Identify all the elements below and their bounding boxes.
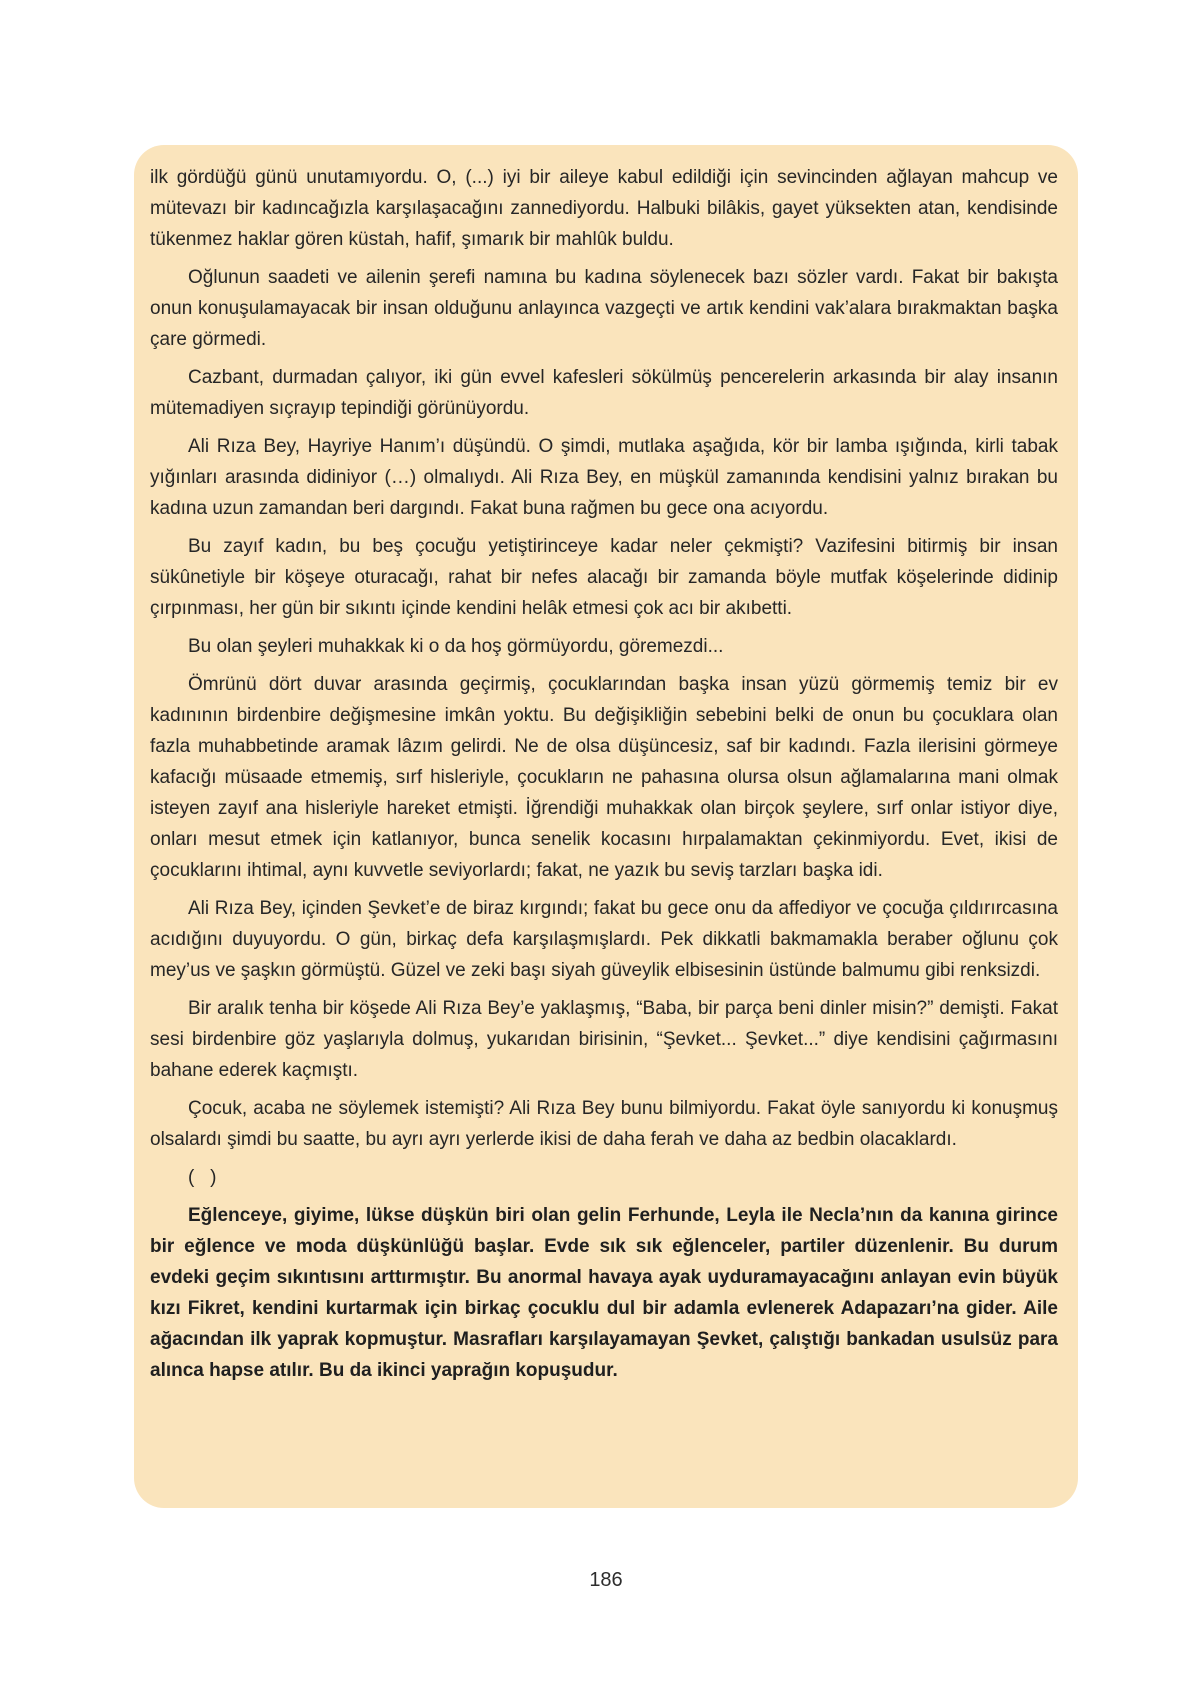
ellipsis-placeholder: ( ) <box>188 1167 217 1188</box>
excerpt-paragraph: Bu zayıf kadın, bu beş çocuğu yetiştirinceye kadar neler çekmişti? Vazifesini bitirmiş bir insan sükûnetiyle bir köşeye oturacağı, rahat bir nefes alacağı bir zamanda böyle mutfak köşelerinde didinip çırpınması, her gün bir sıkıntı içinde kendini helâk etmesi çok acı bir akıbetti. <box>150 536 1058 619</box>
plot-summary-paragraph: Eğlenceye, giyime, lükse düşkün biri olan gelin Ferhunde, Leyla ile Necla’nın da kanına girince bir eğlence ve moda düşkünlüğü başlar. Evde sık sık eğlenceler, partiler düzenlenir. Bu durum evdeki geçim sıkıntısını arttırmıştır. Bu anormal havaya ayak uyduramayacağını anlayan evin büyük kızı Fikret, kendini kurtarmak için birkaç çocuklu dul bir adamla evlenerek Adapazarı’na gider. Aile ağacından ilk yaprak kopmuştur. Masrafları karşılayamayan Şevket, çalıştığı bankadan usulsüz para alınca hapse atılır. Bu da ikinci yaprağın kopuşudur. <box>150 1205 1058 1381</box>
excerpt-paragraph: ilk gördüğü günü unutamıyordu. O, (...) iyi bir aileye kabul edildiği için sevincinden ağlayan mahcup ve mütevazı bir kadıncağızla karşılaşacağını zannediyordu. Halbuki bilâkis, gayet yüksekten atan, kendisinde tükenmez haklar gören küstah, hafif, şımarık bir mahlûk buldu. <box>150 167 1058 250</box>
excerpt-paragraph: Cazbant, durmadan çalıyor, iki gün evvel kafesleri sökülmüş pencerelerin arkasında bir alay insanın mütemadiyen sıçrayıp tepindiği görünüyordu. <box>150 367 1058 419</box>
excerpt-paragraph: Bu olan şeyleri muhakkak ki o da hoş görmüyordu, göremezdi... <box>188 636 724 657</box>
excerpt-paragraph: Ali Rıza Bey, içinden Şevket’e de biraz kırgındı; fakat bu gece onu da affediyor ve çocuğa çıldırırcasına acıdığını duyuyordu. O gün, birkaç defa karşılaşmışlardı. Pek dikkatli bakmamakla beraber oğlunu çok mey’us ve şaşkın görmüştü. Güzel ve zeki başı siyah güveylik elbisesinin üstünde balmumu gibi renksizdi. <box>150 898 1058 981</box>
excerpt-paragraph: Çocuk, acaba ne söylemek istemişti? Ali Rıza Bey bunu bilmiyordu. Fakat öyle sanıyordu ki konuşmuş olsalardı şimdi bu saatte, bu ayrı ayrı yerlerde ikisi de daha ferah ve daha az bedbin olacaklardı. <box>150 1098 1058 1150</box>
excerpt-paragraph: Oğlunun saadeti ve ailenin şerefi namına bu kadına söylenecek bazı sözler vardı. Fakat bir bakışta onun konuşulamayacak bir insan olduğunu anlayınca vazgeçti ve artık kendini vak’alara bırakmaktan başka çare görmedi. <box>150 267 1058 350</box>
page-number: 186 <box>589 1569 623 1591</box>
excerpt-paragraph: Ali Rıza Bey, Hayriye Hanım’ı düşündü. O şimdi, mutlaka aşağıda, kör bir lamba ışığında, kirli tabak yığınları arasında didiniyor (…) olmalıydı. Ali Rıza Bey, en müşkül zamanında kendisini yalnız bırakan bu kadına uzun zamandan beri dargındı. Fakat buna rağmen bu gece ona acıyordu. <box>150 436 1058 519</box>
novel-excerpt-box <box>134 145 1078 1508</box>
excerpt-paragraph: Ömrünü dört duvar arasında geçirmiş, çocuklarından başka insan yüzü görmemiş temiz bir ev kadınının birdenbire değişmesine imkân yoktu. Bu değişikliğin sebebini belki de onun bu çocuklara olan fazla muhabbetinde aramak lâzım gelirdi. Ne de olsa düşüncesiz, saf bir kadındı. Fazla ilerisini görmeye kafacığı müsaade etmemiş, sırf hisleriyle, çocukların ne pahasına olursa olsun ağlamalarına mani olmak isteyen zayıf ana hisleriyle hareket etmişti. İğrendiği muhakkak olan birçok şeylere, sırf onlar istiyor diye, onları mesut etmek için katlanıyor, bunca senelik kocasını hırpalamaktan çekinmiyordu. Evet, ikisi de çocuklarını ihtimal, aynı kuvvetle seviyorlardı; fakat, ne yazık bu seviş tarzları başka idi. <box>150 674 1058 881</box>
excerpt-paragraph: Bir aralık tenha bir köşede Ali Rıza Bey’e yaklaşmış, “Baba, bir parça beni dinler misin?” demişti. Fakat sesi birdenbire göz yaşlarıyla dolmuş, yukarıdan birisinin, “Şevket... Şevket...” diye kendisini çağırmasını bahane ederek kaçmıştı. <box>150 998 1058 1081</box>
